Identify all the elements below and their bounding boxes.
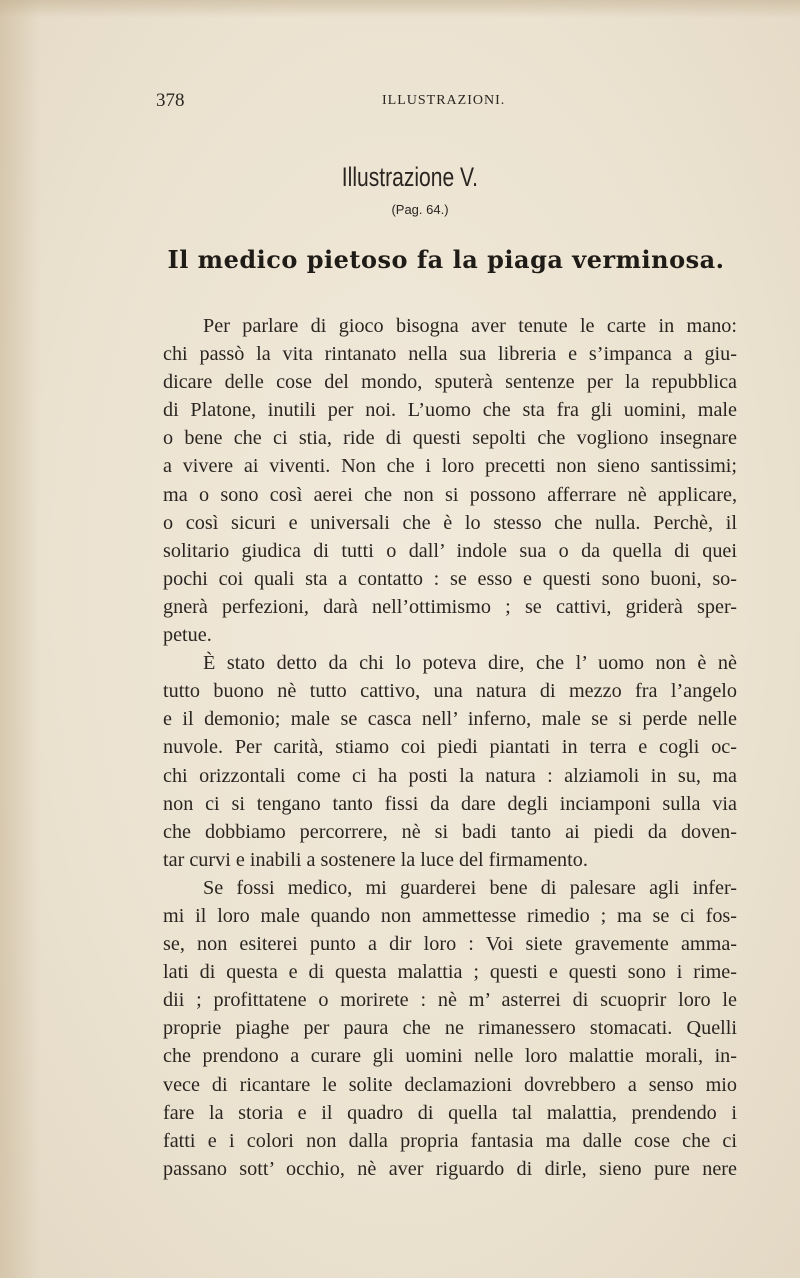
text-line: proprie piaghe per paura che ne rimanessero stomacati. Quelli [163, 1017, 737, 1040]
illustration-subject: Il medico pietoso fa la piaga verminosa. [167, 245, 725, 274]
running-head: ILLUSTRAZIONI. [382, 93, 506, 108]
text-line: chi orizzontali come ci ha posti la natura : alziamoli in su, ma [163, 764, 737, 787]
text-line: pochi coi quali sta a contatto : se esso e questi sono buoni, so- [163, 567, 737, 590]
text-line: gnerà perfezioni, darà nell’ottimismo ; se cattivi, griderà sper- [163, 595, 737, 618]
text-line: nuvole. Per carità, stiamo coi piedi piantati in terra e cogli oc- [163, 736, 737, 759]
text-line: È stato detto da chi lo poteva dire, che l’ uomo non è nè [203, 652, 737, 675]
page-number: 378 [156, 90, 185, 111]
text-line: tar curvi e inabili a sostenere la luce del firmamento. [163, 848, 588, 871]
text-line: a vivere ai viventi. Non che i loro precetti non sieno santissimi; [163, 455, 737, 478]
text-line: fatti e i colori non dalla propria fantasia ma dalle cose che ci [163, 1129, 737, 1152]
text-line: Per parlare di gioco bisogna aver tenute le carte in mano: [203, 315, 737, 337]
text-line: mi il loro male quando non ammettesse rimedio ; ma se ci fos- [163, 904, 737, 927]
text-line: solitario giudica di tutti o dall’ indole sua o da quella di quei [163, 539, 737, 562]
text-line: o così sicuri e universali che è lo stesso che nulla. Perchè, il [163, 511, 737, 534]
text-line: che prendono a curare gli uomini nelle loro malattie morali, in- [163, 1045, 737, 1068]
text-line: ma o sono così aerei che non si possono afferrare nè applicare, [163, 483, 737, 506]
text-line: che dobbiamo percorrere, nè si badi tanto ai piedi da doven- [163, 820, 737, 843]
text-line: e il demonio; male se casca nell’ inferno, male se si perde nelle [163, 708, 737, 731]
text-line: chi passò la vita rintanato nella sua libreria e s’impanca a giu- [163, 343, 737, 366]
text-line: petue. [163, 624, 212, 647]
page-top-shadow [0, 0, 800, 18]
text-line: fare la storia e il quadro di quella tal malattia, prendendo i [163, 1101, 737, 1124]
text-line: Se fossi medico, mi guarderei bene di palesare agli infer- [203, 876, 737, 899]
text-line: lati di questa e di questa malattia ; questi e questi sono i rime- [163, 961, 737, 984]
page-header [156, 90, 736, 114]
page-reference: (Pag. 64.) [391, 202, 449, 217]
text-line: dii ; profittatene o morirete : nè m’ asterrei di scuoprir loro le [163, 989, 737, 1012]
text-line: di Platone, inutili per noi. L’uomo che sta fra gli uomini, male [163, 399, 737, 422]
text-line: dicare delle cose del mondo, sputerà sentenze per la repubblica [163, 371, 737, 394]
illustration-title: Illustrazione V. [341, 162, 478, 192]
page-edge-shadow [0, 0, 40, 1278]
text-line: vece di ricantare le solite declamazioni dovrebbero a senso mio [163, 1073, 737, 1096]
text-line: o bene che ci stia, ride di questi sepolti che vogliono insegnare [163, 427, 737, 450]
body-text [163, 312, 737, 1183]
text-line: passano sott’ occhio, nè aver riguardo di dirle, sieno pure nere [163, 1157, 737, 1180]
text-line: tutto buono nè tutto cattivo, una natura di mezzo fra l’angelo [163, 680, 737, 703]
text-line: non ci si tengano tanto fissi da dare degli inciamponi sulla via [163, 792, 737, 815]
text-line: se, non esiterei punto a dir loro : Voi siete gravemente amma- [163, 933, 737, 956]
